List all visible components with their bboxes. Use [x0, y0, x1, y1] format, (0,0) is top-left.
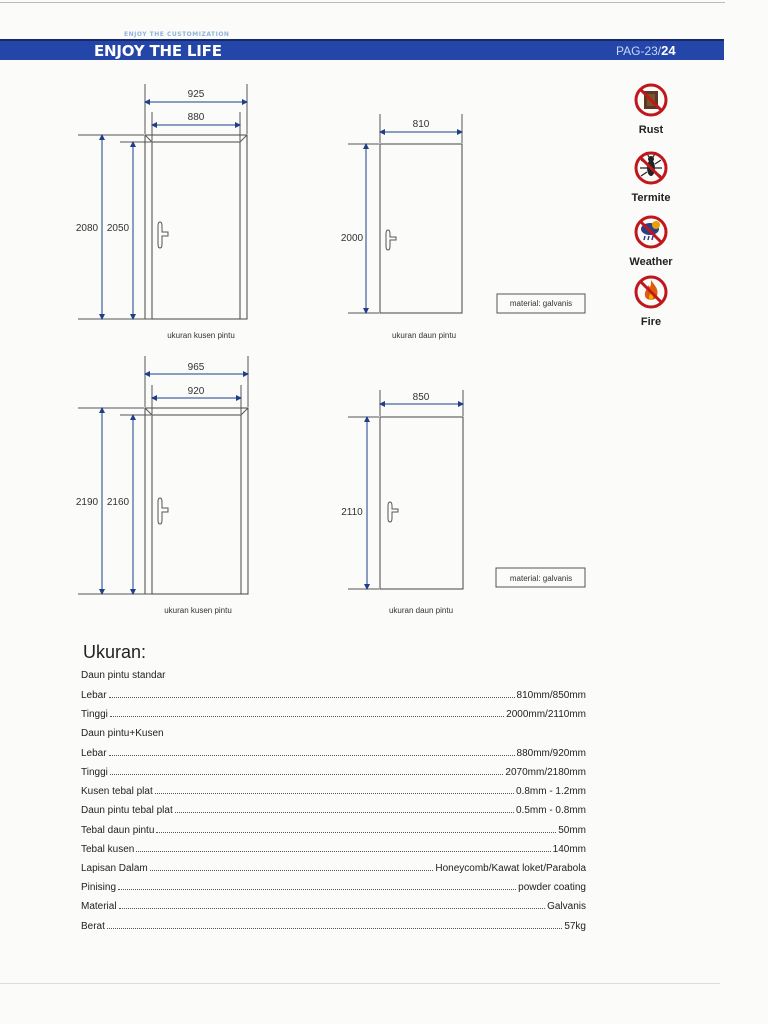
feature-label-termite: Termite [631, 192, 671, 204]
page-prefix: PAG-23/ [616, 44, 662, 58]
d3-caption: ukuran kusen pintu [164, 606, 232, 615]
d3-inner-height: 2160 [106, 497, 130, 508]
spec-row [81, 897, 586, 912]
d1-outer-width: 925 [187, 89, 205, 100]
spec-key: Lapisan Dalam [81, 863, 148, 874]
spec-value: 2070mm/2180mm [505, 767, 586, 778]
specs-group-with-frame: Daun pintu+Kusen [81, 728, 164, 739]
spec-value: 0.5mm - 0.8mm [515, 805, 586, 816]
d3-inner-width: 920 [187, 386, 205, 397]
feature-weather [620, 214, 682, 268]
no-weather-icon [633, 214, 669, 250]
d2-material: material: galvanis [509, 299, 573, 308]
d1-outer-height: 2080 [75, 223, 99, 234]
specs-group-standard: Daun pintu standar [81, 670, 166, 681]
d3-outer-width: 965 [187, 362, 205, 373]
spec-key: Material [81, 901, 117, 912]
spec-row [81, 744, 586, 759]
feature-fire [620, 274, 682, 328]
spec-row [81, 705, 586, 720]
d4-width: 850 [412, 392, 430, 403]
spec-key: Daun pintu tebal plat [81, 805, 173, 816]
spec-value: Honeycomb/Kawat loket/Parabola [435, 863, 586, 874]
spec-key: Kusen tebal plat [81, 786, 153, 797]
no-termite-icon [633, 150, 669, 186]
spec-row [81, 840, 586, 855]
no-fire-icon [633, 274, 669, 310]
d2-width: 810 [412, 119, 430, 130]
d4-caption: ukuran daun pintu [388, 606, 454, 615]
spec-key: Tinggi [81, 767, 108, 778]
leaf-diagram-2 [348, 390, 585, 589]
d1-inner-width: 880 [187, 112, 205, 123]
feature-label-fire: Fire [640, 316, 662, 328]
specs-title: Ukuran: [83, 642, 147, 662]
feature-termite [620, 150, 682, 204]
page-total: 24 [661, 43, 676, 58]
frame-diagram-2 [75, 356, 248, 594]
spec-value: 57kg [564, 921, 586, 932]
spec-row [81, 878, 586, 893]
spec-value: 50mm [558, 825, 586, 836]
spec-row [81, 763, 586, 778]
d1-caption: ukuran kusen pintu [167, 331, 235, 340]
spec-row [81, 782, 586, 797]
spec-value: powder coating [518, 882, 586, 893]
spec-key: Tebal kusen [81, 844, 135, 855]
spec-key: Lebar [81, 690, 107, 701]
spec-row [81, 686, 586, 701]
no-rust-icon [633, 82, 669, 118]
spec-value: 140mm [552, 844, 586, 855]
d2-caption: ukuran daun pintu [391, 331, 457, 340]
header-title: ENJOY THE LIFE [94, 42, 222, 60]
leaf-diagram-1 [348, 114, 585, 313]
d4-material: material: galvanis [509, 574, 573, 583]
header-tagline: ENJOY THE CUSTOMIZATION [124, 31, 230, 38]
d3-outer-height: 2190 [75, 497, 99, 508]
spec-value: 810mm/850mm [516, 690, 586, 701]
spec-row [81, 801, 586, 816]
spec-value: Galvanis [547, 901, 586, 912]
spec-value: 0.8mm - 1.2mm [515, 786, 586, 797]
spec-row [81, 859, 586, 874]
spec-key: Tinggi [81, 709, 108, 720]
feature-label-rust: Rust [638, 124, 664, 136]
spec-key: Tebal daun pintu [81, 825, 155, 836]
spec-key: Pinising [81, 882, 117, 893]
spec-row [81, 821, 586, 836]
spec-key: Lebar [81, 748, 107, 759]
feature-label-weather: Weather [629, 256, 673, 268]
d1-inner-height: 2050 [106, 223, 130, 234]
bottom-rule [0, 983, 720, 984]
spec-value: 2000mm/2110mm [506, 709, 586, 720]
spec-row [81, 917, 586, 932]
d4-height: 2110 [341, 507, 363, 518]
frame-diagram-1 [75, 84, 247, 319]
d2-height: 2000 [340, 233, 364, 244]
feature-rust [620, 82, 682, 136]
spec-value: 880mm/920mm [516, 748, 586, 759]
spec-key: Berat [81, 921, 105, 932]
